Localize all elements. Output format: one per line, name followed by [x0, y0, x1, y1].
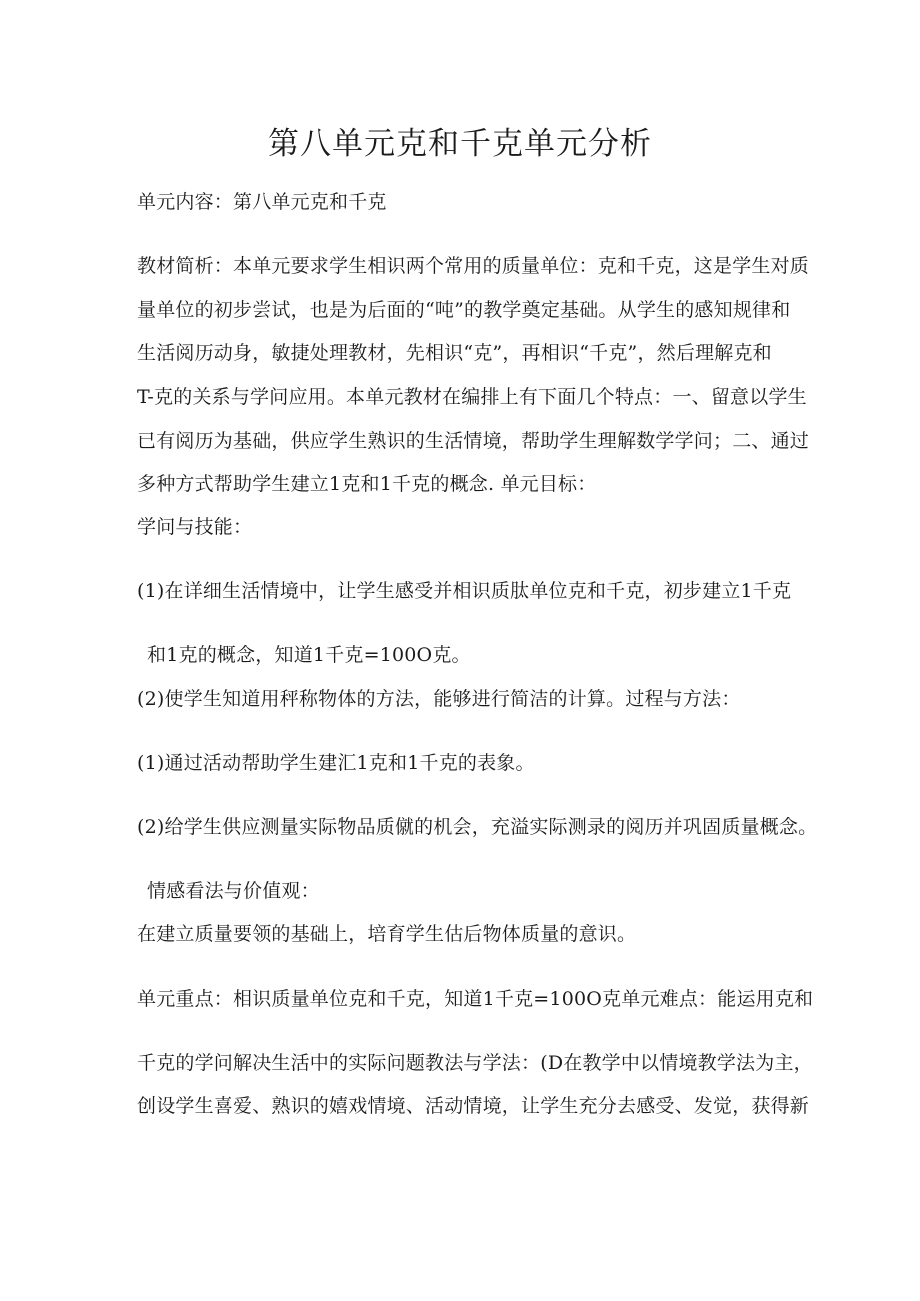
attitude-item: 在建立质量要领的基础上，培育学生估后物体质量的意识。 [137, 923, 637, 945]
textbook-analysis-line-2: 量单位的初步尝试，也是为后面的“吨”的教学奠定基础。从学生的感知规律和 [137, 299, 791, 321]
unit-content-line: 单元内容：第八单元克和千克 [137, 191, 387, 213]
textbook-analysis-line-6: 多种方式帮助学生建立1克和1千克的概念. 单元目标： [137, 473, 597, 495]
key-points-line-3: 创设学生喜爱、熟识的嬉戏情境、活动情境，让学生充分去感受、发觉，获得新 [137, 1095, 810, 1117]
key-points-line-2: 千克的学问解决生活中的实际问题教法与学法：(D在教学中以情境教学法为主， [137, 1052, 813, 1074]
skill-item-1-line-1: (1)在详细生活情境中，让学生感受并相识质肽单位克和千克，初步建立1千克 [137, 580, 792, 602]
key-points-line-1: 单元重点：相识质量单位克和千克，知道1千克=100O克单元难点：能运用克和 [137, 988, 814, 1010]
textbook-analysis-line-3: 生活阅历动身，敏捷处理教材，先相识“克”，再相识“千克”，然后理解克和 [137, 342, 772, 364]
process-item-1: (1)通过活动帮助学生建汇1克和1千克的表象。 [137, 752, 535, 774]
knowledge-skills-heading: 学问与技能： [137, 516, 253, 538]
process-item-2: (2)给学生供应测量实际物品质僦的机会，充溢实际测录的阅历并巩固质量概念。 [137, 816, 818, 838]
skill-item-2: (2)使学生知道用秤称物体的方法，能够进行简洁的计算。过程与方法： [137, 688, 741, 710]
textbook-analysis-line-4: T-克的关系与学问应用。本单元教材在编排上有下面几个特点：一、留意以学生 [137, 386, 807, 408]
attitude-heading: 情感看法与价值观： [147, 880, 320, 902]
skill-item-1-line-2: 和1克的概念，知道1千克=100O克。 [147, 644, 471, 666]
textbook-analysis-line-5: 已有阅历为基础，供应学生熟识的生活情境，帮助学生理解数学学问；二、通过 [137, 430, 810, 452]
textbook-analysis-line-1: 教材简析：本单元要求学生相识两个常用的质量单位：克和千克，这是学生对质 [137, 255, 810, 277]
document-title: 第八单元克和千克单元分析 [268, 126, 652, 162]
